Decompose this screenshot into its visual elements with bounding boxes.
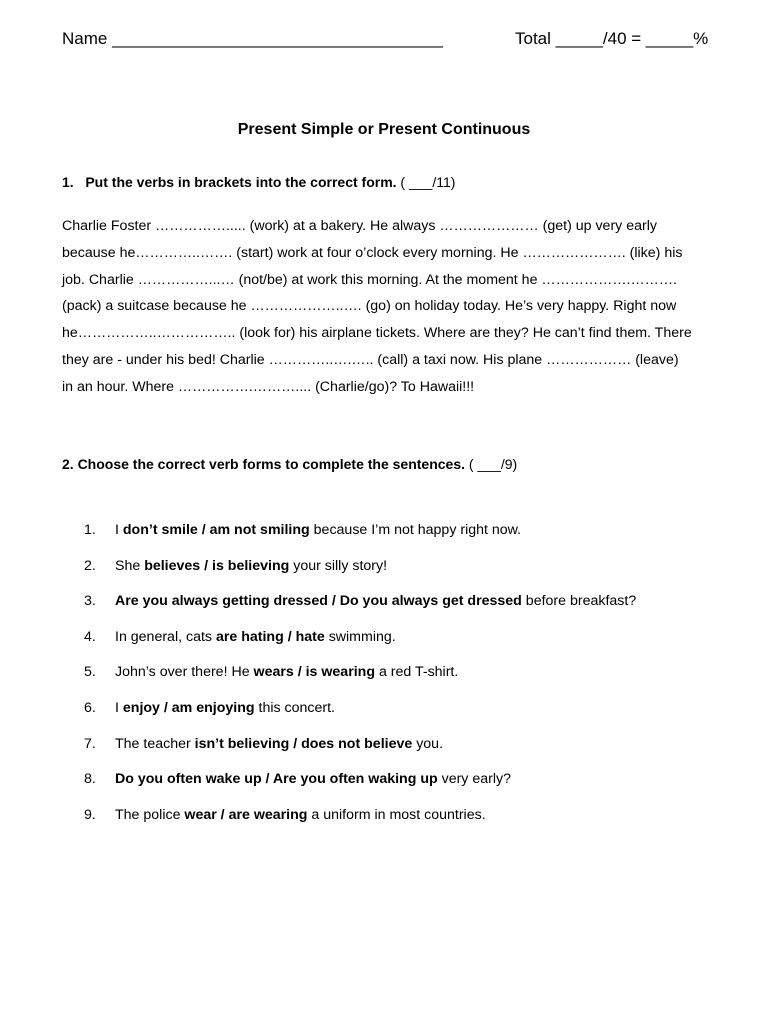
item-number: 1. (84, 522, 96, 538)
item-number: 3. (84, 593, 96, 610)
item-text (115, 522, 521, 538)
item-text-after: very early? (437, 771, 511, 788)
item-text-after: a uniform in most countries. (307, 806, 486, 823)
item-number: 2. (84, 557, 96, 574)
name-field: Name ___________________________________ (62, 29, 443, 48)
section-1-heading (62, 174, 455, 190)
item-text (115, 771, 511, 787)
item-text-before: In general, cats (115, 628, 216, 645)
item-text (115, 558, 387, 574)
paragraph-line: he……………..…………….. (look for) his airplane tickets. Where are they? He can’t find them. There (62, 325, 692, 342)
paragraph-line: job. Charlie ……………...… (not/be) at work this morning. At the moment he ……………….………. (62, 271, 677, 288)
paragraph-line: they are - under his bed! Charlie …………..….….. (call) a taxi now. His plane ……………… (leave) (62, 351, 679, 368)
paragraph-line: Charlie Foster ……………..... (work) at a bakery. He always ………………… (get) up very early (62, 218, 657, 234)
section-1-score: ( ___/11) (396, 174, 456, 190)
paragraph-line: because he…………..……. (start) work at four o’clock every morning. He …………………. (like) his (62, 244, 683, 261)
item-text-after: before breakfast? (521, 593, 637, 610)
worksheet-title: Present Simple or Present Continuous (237, 121, 531, 138)
item-choices: wears / is wearing (253, 664, 375, 681)
item-choices: Do you often wake up / Are you often waking up (115, 771, 438, 788)
item-choices: enjoy / am enjoying (122, 699, 255, 716)
item-number: 4. (84, 628, 96, 645)
item-text (115, 593, 636, 609)
item-choices: don’t smile / am not smiling (122, 522, 310, 538)
item-text-after: because I’m not happy right now. (309, 522, 522, 538)
item-number: 9. (84, 806, 96, 823)
item-text (115, 664, 458, 680)
paragraph-line: in an hour. Where …………….……….... (Charlie/go)? To Hawaii!!! (62, 378, 475, 395)
item-choices: wear / are wearing (184, 806, 308, 823)
item-text-after: swimming. (324, 628, 396, 645)
item-text-before: I (115, 522, 123, 538)
item-text (115, 700, 335, 716)
item-text-before: She (115, 557, 145, 574)
item-choices: Are you always getting dressed / Do you always get dressed (115, 593, 522, 610)
item-text (115, 736, 443, 752)
item-text (115, 807, 486, 823)
item-number: 5. (84, 664, 96, 681)
item-text-after: your silly story! (289, 557, 388, 574)
section-1-instruction: 1. Put the verbs in brackets into the correct form. (62, 174, 397, 190)
item-choices: believes / is believing (144, 557, 290, 574)
item-text-after: a red T-shirt. (375, 664, 459, 681)
item-text-before: John’s over there! He (115, 664, 254, 681)
item-choices: are hating / hate (215, 628, 325, 645)
item-number: 8. (84, 771, 96, 788)
item-text-after: this concert. (254, 699, 335, 716)
item-text-before: The teacher (115, 735, 195, 752)
item-text-before: The police (115, 806, 185, 823)
item-number: 6. (84, 699, 96, 716)
section-2-heading (62, 456, 517, 472)
item-text (115, 629, 396, 645)
section-1-paragraph (62, 213, 722, 401)
item-choices: isn’t believing / does not believe (194, 735, 413, 752)
item-text-after: you. (412, 735, 444, 752)
paragraph-line: (pack) a suitcase because he ………………..…. (go) on holiday today. He’s very happy. Right now (62, 298, 677, 315)
item-text-before: I (115, 699, 123, 716)
section-2-instruction: 2. Choose the correct verb forms to complete the sentences. (62, 456, 466, 472)
section-2-score: ( ___/9) (465, 456, 518, 472)
item-number: 7. (84, 735, 96, 752)
total-score-field: Total _____/40 = _____% (515, 29, 709, 48)
